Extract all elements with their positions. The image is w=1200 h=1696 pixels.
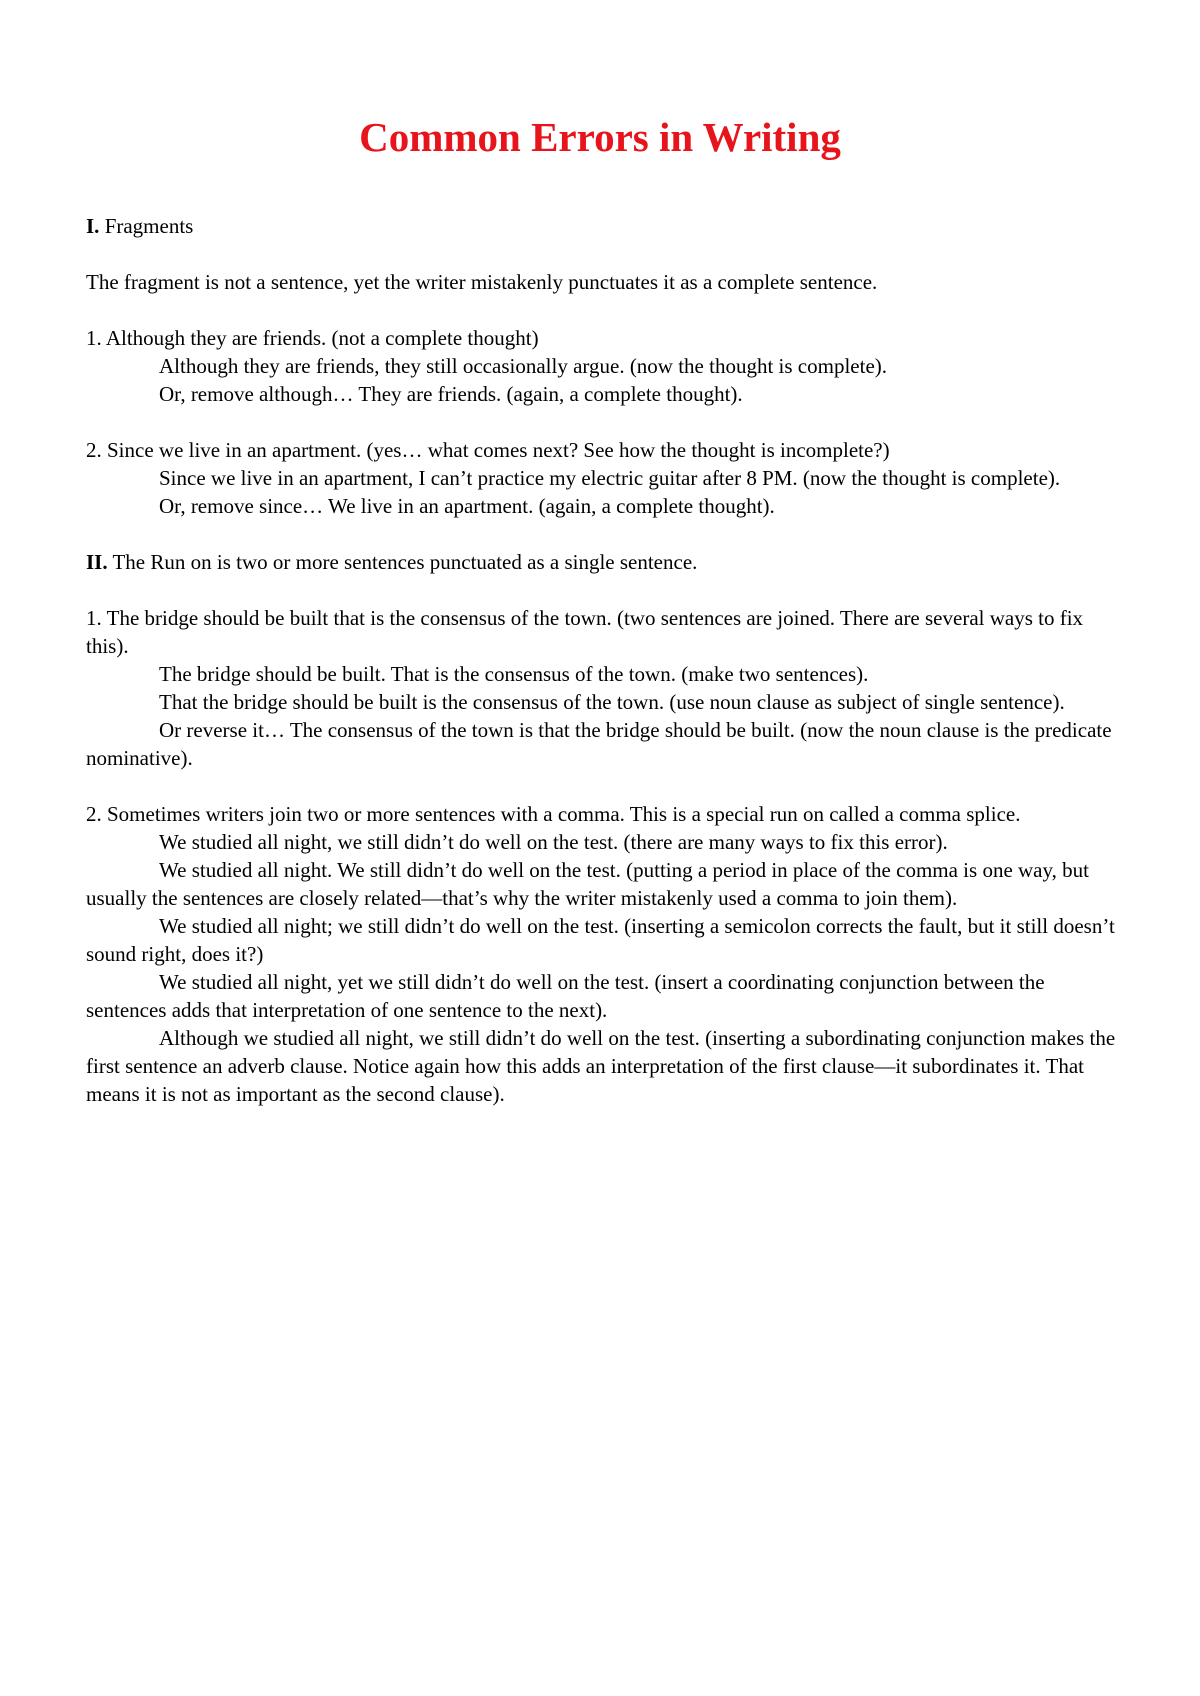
example-fix: We studied all night, yet we still didn’t do well on the test. (insert a coordinating conjunction between the sentences adds that interpretation of one sentence to the next). xyxy=(86,970,1045,1022)
example-line: 2. Since we live in an apartment. (yes… what comes next? See how the thought is incomplete?) xyxy=(86,438,890,462)
example-fix: The bridge should be built. That is the consensus of the town. (make two sentences). xyxy=(159,662,869,686)
example-fix: Although they are friends, they still occasionally argue. (now the thought is complete). xyxy=(159,354,888,378)
example-fix: We studied all night; we still didn’t do well on the test. (inserting a semicolon corrects the fault, but it still doesn’t sound right, does it?) xyxy=(86,914,1115,966)
example-fix: Or, remove although… They are friends. (again, a complete thought). xyxy=(159,382,743,406)
section-numeral: I. xyxy=(86,214,100,238)
example-fix: Although we studied all night, we still didn’t do well on the test. (inserting a subordinating conjunction makes the first sentence an adverb clause. Notice again how this adds an interpretation of the first clause—it subordinates it. That means it is not as important as the second clause). xyxy=(86,1026,1116,1106)
section-numeral: II. xyxy=(86,550,108,574)
page-title: Common Errors in Writing xyxy=(359,114,841,160)
section-heading-text: Fragments xyxy=(99,214,194,238)
example-line: 1. Although they are friends. (not a complete thought) xyxy=(86,326,539,350)
section-heading-fragments xyxy=(86,212,1116,240)
example-line: 2. Sometimes writers join two or more sentences with a comma. This is a special run on called a comma splice. xyxy=(86,802,1021,826)
example-fix: Or reverse it… The consensus of the town is that the bridge should be built. (now the noun clause is the predicate nominative). xyxy=(86,718,1112,770)
example-fix: We studied all night. We still didn’t do well on the test. (putting a period in place of the comma is one way, but usually the sentences are closely related—that’s why the writer mistakenly used a comma to join them). xyxy=(86,858,1089,910)
example-fix: Since we live in an apartment, I can’t practice my electric guitar after 8 PM. (now the thought is complete). xyxy=(159,466,1061,490)
example-fix: That the bridge should be built is the consensus of the town. (use noun clause as subject of single sentence). xyxy=(159,690,1065,714)
section-heading-run-on xyxy=(86,548,1116,576)
document-body xyxy=(86,212,1116,1108)
example-fix: We studied all night, we still didn’t do well on the test. (there are many ways to fix this error). xyxy=(159,830,948,854)
paragraph: The fragment is not a sentence, yet the writer mistakenly punctuates it as a complete sentence. xyxy=(86,270,878,294)
section-heading-text: The Run on is two or more sentences punctuated as a single sentence. xyxy=(107,550,698,574)
example-fix: Or, remove since… We live in an apartment. (again, a complete thought). xyxy=(159,494,775,518)
example-line: 1. The bridge should be built that is the consensus of the town. (two sentences are joined. There are several ways to fix this). xyxy=(86,606,1084,658)
